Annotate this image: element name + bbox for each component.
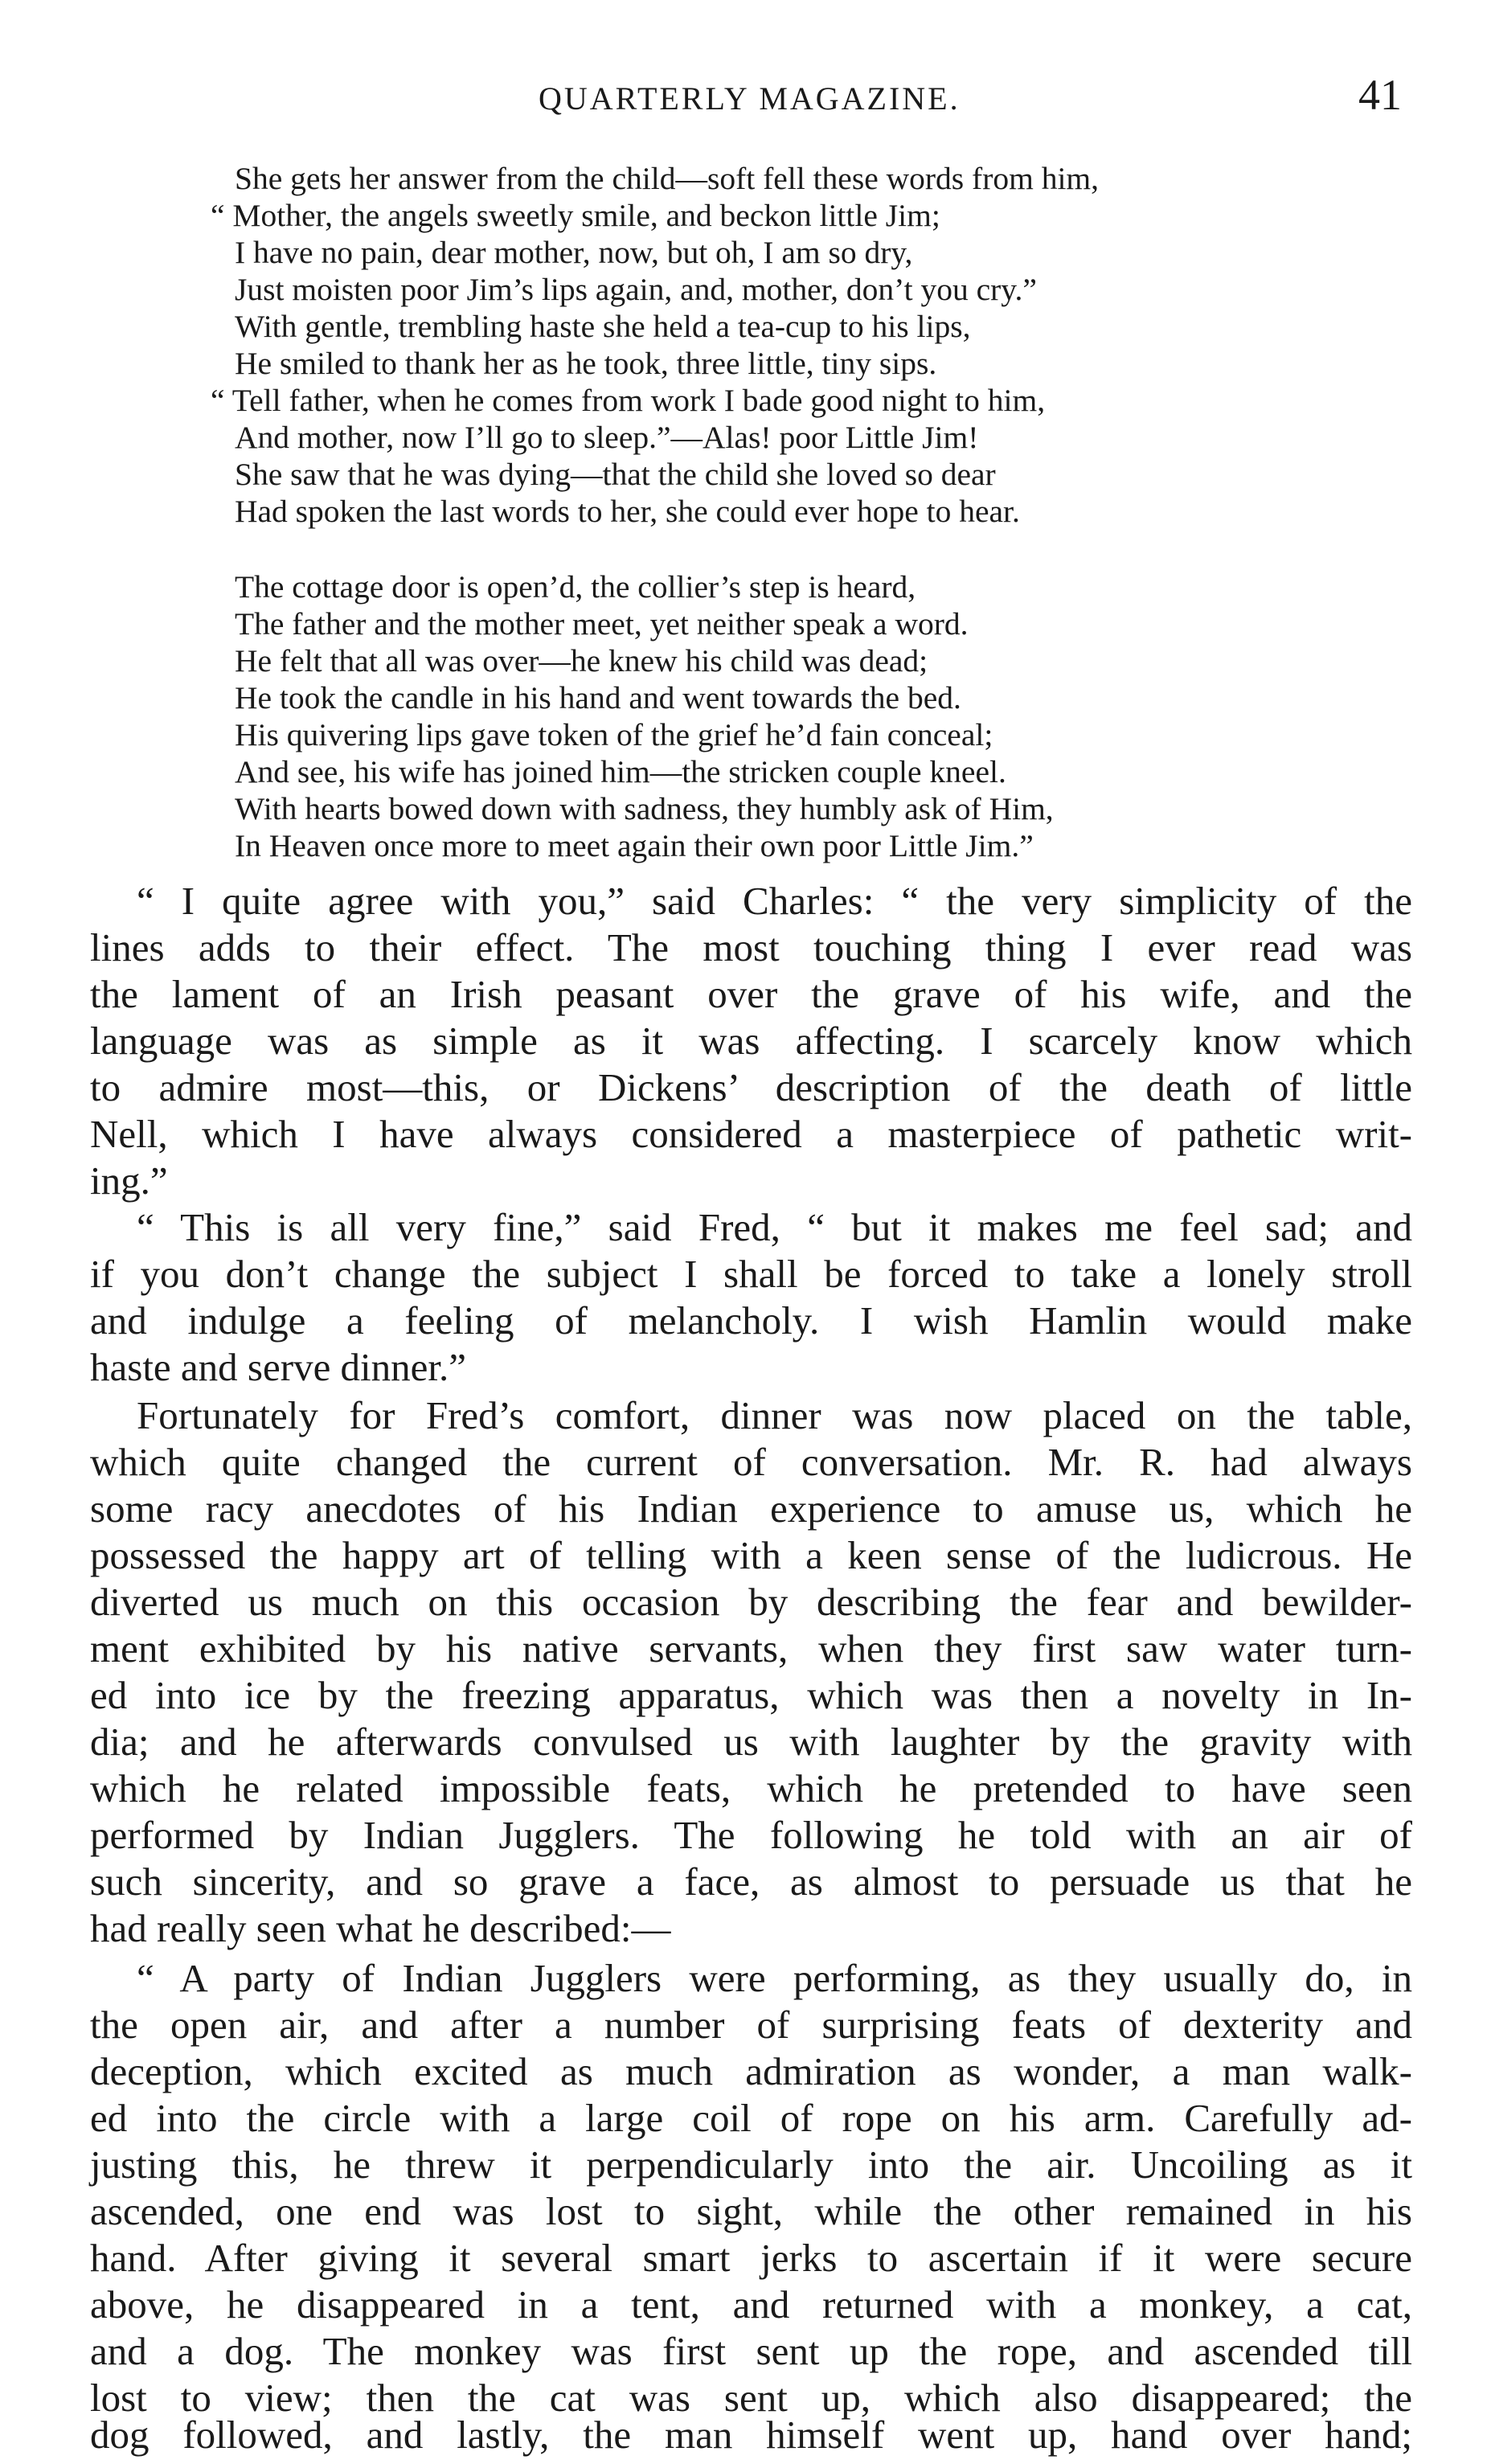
prose-line: performed by Indian Jugglers. The following he told with an air of	[90, 1813, 1412, 1857]
poem-line: His quivering lips gave token of the grief he’d fain conceal;	[235, 717, 993, 752]
prose-line: had really seen what he described:—	[90, 1906, 671, 1950]
prose-line: the lament of an Irish peasant over the grave of his wife, and the	[90, 972, 1412, 1016]
prose-line: deception, which excited as much admiration as wonder, a man walk-	[90, 2049, 1412, 2093]
prose-line: “ I quite agree with you,” said Charles: “ the very simplicity of the	[137, 879, 1412, 923]
prose-line: dia; and he afterwards convulsed us with laughter by the gravity with	[90, 1720, 1412, 1764]
prose-line: some racy anecdotes of his Indian experience to amuse us, which he	[90, 1486, 1412, 1531]
poem-line: With gentle, trembling haste she held a tea-cup to his lips,	[235, 309, 971, 344]
poem-line: She saw that he was dying—that the child she loved so dear	[235, 457, 996, 492]
prose-line: ment exhibited by his native servants, when they first saw water turn-	[90, 1626, 1412, 1671]
prose-line: “ This is all very fine,” said Fred, “ but it makes me feel sad; and	[137, 1205, 1412, 1249]
prose-line: to admire most—this, or Dickens’ description of the death of little	[90, 1065, 1412, 1109]
poem-line: I have no pain, dear mother, now, but oh, I am so dry,	[235, 235, 913, 270]
poem-line: With hearts bowed down with sadness, they humbly ask of Him,	[235, 791, 1054, 826]
prose-line: ed into ice by the freezing apparatus, which was then a novelty in In-	[90, 1673, 1412, 1717]
poem-line: He smiled to thank her as he took, three little, tiny sips.	[235, 346, 937, 381]
poem-line: “ Tell father, when he comes from work I bade good night to him,	[211, 383, 1046, 418]
poem-line: Just moisten poor Jim’s lips again, and, mother, don’t you cry.”	[235, 272, 1037, 307]
poem-line: He took the candle in his hand and went towards the bed.	[235, 680, 961, 715]
poem-line: The father and the mother meet, yet neither speak a word.	[235, 606, 969, 642]
prose-line: “ A party of Indian Jugglers were performing, as they usually do, in	[137, 1956, 1412, 2000]
prose-line: haste and serve dinner.”	[90, 1345, 467, 1389]
prose-line: possessed the happy art of telling with a keen sense of the ludicrous. He	[90, 1533, 1412, 1577]
poem-line: And see, his wife has joined him—the stricken couple kneel.	[235, 754, 1006, 789]
prose-line: and indulge a feeling of melancholy. I wish Hamlin would make	[90, 1298, 1412, 1343]
prose-line: which he related impossible feats, which he pretended to have seen	[90, 1766, 1412, 1810]
poem-line: “ Mother, the angels sweetly smile, and beckon little Jim;	[211, 198, 940, 233]
running-title: QUARTERLY MAGAZINE.	[539, 80, 961, 117]
prose-line: above, he disappeared in a tent, and returned with a monkey, a cat,	[90, 2282, 1412, 2327]
poem-line: He felt that all was over—he knew his child was dead;	[235, 643, 928, 679]
prose-line: justing this, he threw it perpendicularly into the air. Uncoiling as it	[90, 2142, 1412, 2187]
prose-line: ascended, one end was lost to sight, while the other remained in his	[90, 2189, 1412, 2233]
prose-line: Fortunately for Fred’s comfort, dinner was now placed on the table,	[137, 1393, 1412, 1437]
prose-line: hand. After giving it several smart jerks to ascertain if it were secure	[90, 2236, 1412, 2280]
prose-line: if you don’t change the subject I shall be forced to take a lonely stroll	[90, 1252, 1412, 1296]
prose-line: Nell, which I have always considered a masterpiece of pathetic writ-	[90, 1112, 1412, 1156]
poem-line: The cottage door is open’d, the collier’s step is heard,	[235, 569, 916, 605]
poem-line: In Heaven once more to meet again their own poor Little Jim.”	[235, 828, 1034, 863]
prose-line: lines adds to their effect. The most touching thing I ever read was	[90, 925, 1412, 970]
prose-line: language was as simple as it was affecting. I scarcely know which	[90, 1019, 1412, 1063]
prose-line: dog followed, and lastly, the man himself went up, hand over hand;	[90, 2413, 1412, 2457]
poem-line: She gets her answer from the child—soft fell these words from him,	[235, 161, 1100, 196]
page-header	[0, 71, 1487, 133]
prose-line: ed into the circle with a large coil of rope on his arm. Carefully ad-	[90, 2096, 1412, 2140]
prose-line: which quite changed the current of conversation. Mr. R. had always	[90, 1440, 1412, 1484]
prose-line: lost to view; then the cat was sent up, which also disappeared; the	[90, 2376, 1412, 2420]
poem-line: Had spoken the last words to her, she could ever hope to hear.	[235, 494, 1020, 529]
page-number: 41	[1358, 71, 1402, 119]
poem-line: And mother, now I’ll go to sleep.”—Alas! poor Little Jim!	[235, 420, 979, 455]
prose-line: ing.”	[90, 1158, 168, 1203]
prose-line: diverted us much on this occasion by describing the fear and bewilder-	[90, 1580, 1412, 1624]
prose-line: such sincerity, and so grave a face, as almost to persuade us that he	[90, 1859, 1412, 1904]
prose-line: the open air, and after a number of surprising feats of dexterity and	[90, 2003, 1412, 2047]
prose-line: and a dog. The monkey was first sent up the rope, and ascended till	[90, 2329, 1412, 2373]
